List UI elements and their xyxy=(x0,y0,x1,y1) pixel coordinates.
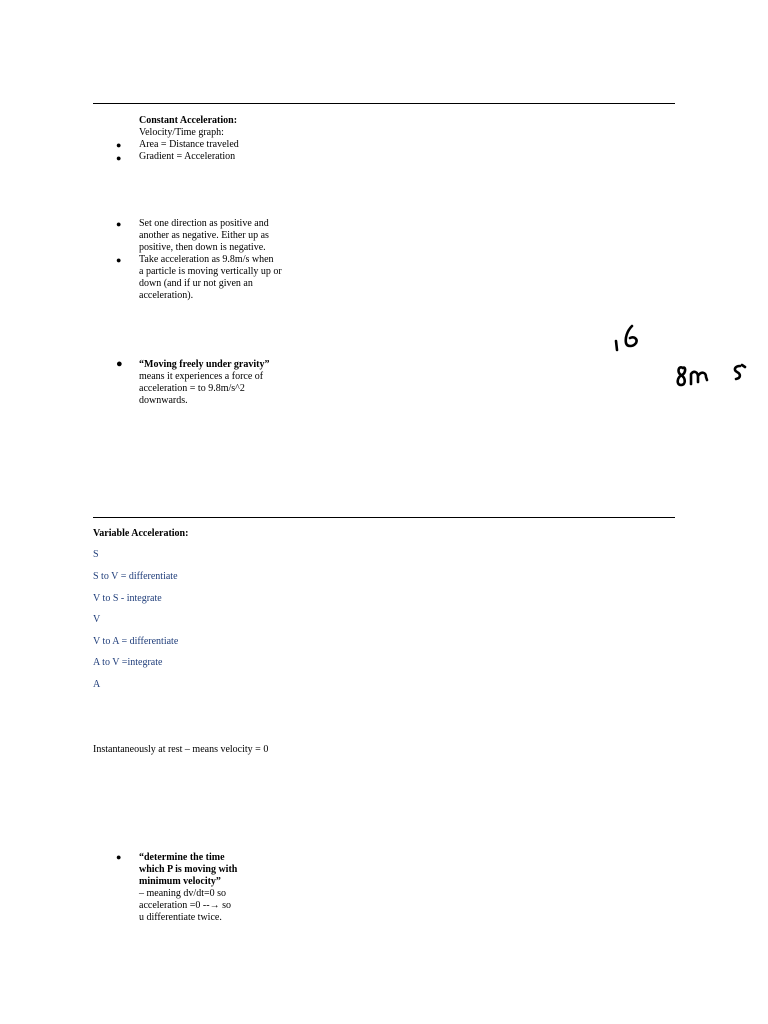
flow-item-s-to-v: S to V = differentiate xyxy=(93,571,178,582)
bullet-dot-icon: ● xyxy=(116,852,122,862)
minimum-velocity-list-item xyxy=(139,852,237,924)
section-divider-top xyxy=(93,103,675,104)
rest-note: Instantaneously at rest – means velocity = 0 xyxy=(93,744,269,755)
minimum-velocity-quote: which P is moving with xyxy=(139,864,238,875)
acceleration-line: acceleration). xyxy=(139,290,194,301)
acceleration-line: down (and if ur not given an xyxy=(139,278,253,289)
gravity-line: downwards. xyxy=(139,395,188,406)
flow-item-a: A xyxy=(93,679,101,690)
gravity-line: acceleration = to 9.8m/s^2 xyxy=(139,383,245,394)
constant-acceleration-section xyxy=(139,115,239,163)
flow-item-v-to-s: V to S - integrate xyxy=(93,593,162,604)
bullet-dot-icon: ● xyxy=(116,140,122,150)
direction-line: another as negative. Either up as xyxy=(139,230,269,241)
variable-acceleration-heading: Variable Acceleration: xyxy=(93,528,189,539)
acceleration-line: a particle is moving vertically up or xyxy=(139,266,282,277)
constant-acceleration-heading: Constant Acceleration: xyxy=(139,115,238,126)
flow-item-v: V xyxy=(93,614,101,625)
gravity-list-item xyxy=(139,359,269,407)
minimum-velocity-line: u differentiate twice. xyxy=(139,912,222,923)
bullet-dot-icon: ● xyxy=(116,219,122,229)
gravity-line: means it experiences a force of xyxy=(139,371,264,382)
minimum-velocity-line: – meaning dv/dt=0 so xyxy=(139,888,227,899)
acceleration-line: Take acceleration as 9.8m/s when xyxy=(139,254,274,265)
section-divider-middle xyxy=(93,517,675,518)
direction-line: positive, then down is negative. xyxy=(139,242,266,253)
handwritten-ink-annotation xyxy=(600,320,750,390)
gravity-quote: “Moving freely under gravity” xyxy=(139,359,270,370)
velocity-time-graph-label: Velocity/Time graph: xyxy=(139,127,224,138)
minimum-velocity-line: acceleration =0 --→ so xyxy=(139,900,231,911)
list-item-area: Area = Distance traveled xyxy=(139,139,239,150)
direction-list-item xyxy=(139,218,269,254)
list-item-gradient: Gradient = Acceleration xyxy=(139,151,236,162)
direction-line: Set one direction as positive and xyxy=(139,218,269,229)
acceleration-list-item xyxy=(139,254,282,302)
minimum-velocity-quote: minimum velocity” xyxy=(139,876,221,887)
flow-item-s: S xyxy=(93,549,99,560)
flow-item-v-to-a: V to A = differentiate xyxy=(93,636,179,647)
bullet-dot-icon: ● xyxy=(116,358,123,370)
minimum-velocity-quote: “determine the time xyxy=(139,852,225,863)
bullet-dot-icon: ● xyxy=(116,255,122,265)
flow-item-a-to-v: A to V =integrate xyxy=(93,657,163,668)
bullet-dot-icon: ● xyxy=(116,153,122,163)
